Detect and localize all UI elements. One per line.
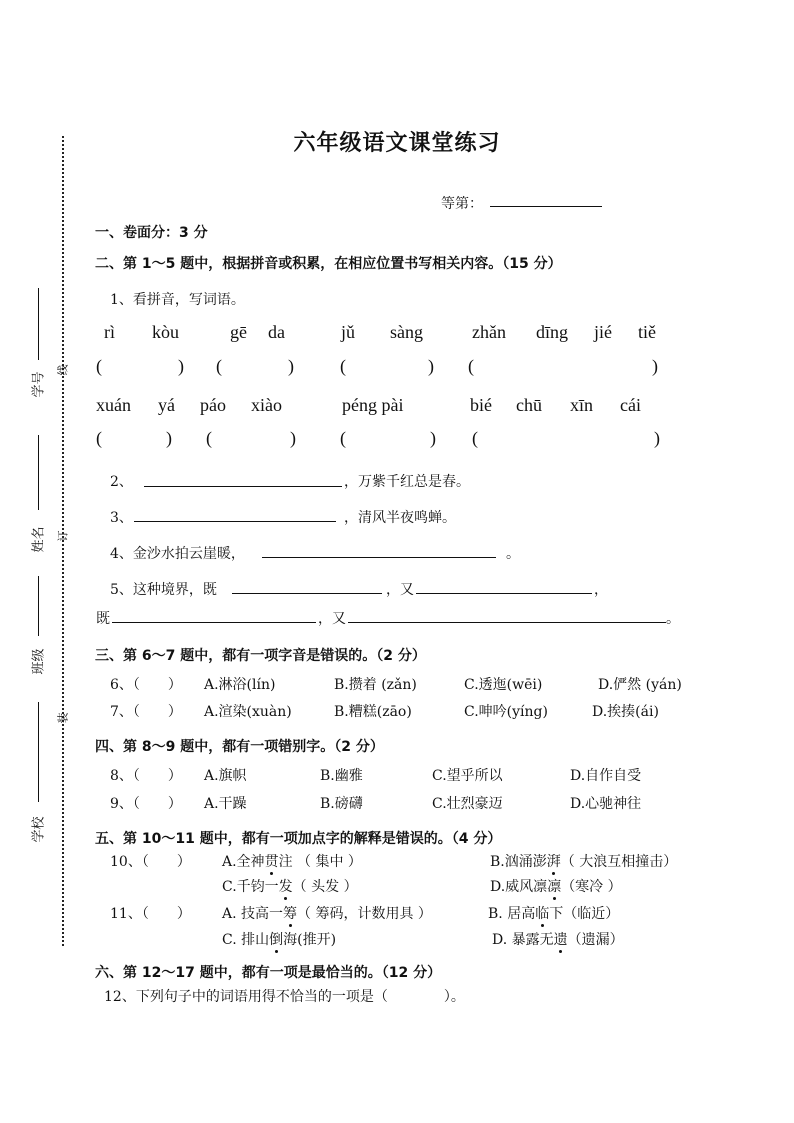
q8-option-b[interactable]: B.幽雅 <box>320 768 363 784</box>
option-text: 海(推开) <box>283 932 337 948</box>
q7-option-a[interactable]: A.渲染(xuàn) <box>204 704 292 720</box>
grade-label: 等第： <box>441 196 483 212</box>
q2-text: ，万紫千红总是春。 <box>344 474 470 490</box>
q8-option-d[interactable]: D.自作自受 <box>570 768 642 784</box>
answer-paren-open: ( <box>206 428 212 448</box>
q10-number: 10、（ ） <box>110 854 191 870</box>
answer-paren-open: ( <box>340 428 346 448</box>
zhuang-mark: 装 <box>56 712 70 724</box>
answer-paren-close: ) <box>654 428 660 448</box>
pinyin: xiào <box>251 395 282 415</box>
answer-paren-close: ) <box>166 428 172 448</box>
pinyin: gē <box>230 322 247 342</box>
answer-paren-close: ) <box>428 356 434 376</box>
option-text: D.威风凛 <box>490 879 548 895</box>
q5-text: 5、这种境界，既 <box>110 582 217 598</box>
option-text: （遗漏） <box>567 932 624 948</box>
dotted-char: 筹 <box>283 906 298 922</box>
answer-paren-open: ( <box>96 428 102 448</box>
q7-option-d[interactable]: D.挨揍(ái) <box>592 704 659 720</box>
pinyin: péng pài <box>342 395 404 415</box>
option-text: 注 （ 集中 ） <box>278 854 362 870</box>
pinyin: kòu <box>152 322 179 342</box>
answer-paren-close: ) <box>178 356 184 376</box>
pinyin: bié <box>470 395 492 415</box>
q5-blank-4[interactable] <box>348 622 666 623</box>
option-text: D. 暴露无 <box>492 932 554 948</box>
q5-end: 。 <box>666 611 680 627</box>
dotted-char: 遗 <box>553 932 568 948</box>
number-underline[interactable] <box>38 288 39 360</box>
option-text: （ 头发 ） <box>292 879 358 895</box>
pinyin: cái <box>620 395 641 415</box>
q5-you: ，又 <box>386 582 414 598</box>
section-4-heading: 四、第 8～9 题中，都有一项错别字。（2 分） <box>95 739 384 755</box>
q4-end: 。 <box>506 546 520 562</box>
q8-number: 8、（ ） <box>110 768 182 784</box>
name-underline[interactable] <box>38 435 39 510</box>
q10-option-c[interactable] <box>222 876 358 896</box>
option-text: A. 技高一 <box>222 906 284 922</box>
pinyin: tiě <box>638 322 656 342</box>
q3-number: 3、 <box>110 510 133 526</box>
q7-option-b[interactable]: B.糟糕(zāo) <box>334 704 412 720</box>
pinyin: chū <box>516 395 542 415</box>
q9-option-a[interactable]: A.干躁 <box>204 796 247 812</box>
q3-text: ，清风半夜鸣蝉。 <box>344 510 456 526</box>
pinyin: yá <box>158 395 175 415</box>
option-text: B.汹涌澎 <box>490 854 547 870</box>
school-label: 学校 <box>31 816 47 843</box>
q5-comma: ， <box>594 582 608 598</box>
dotted-char: 贯 <box>264 854 279 870</box>
answer-paren-open: ( <box>216 356 222 376</box>
pinyin: jié <box>594 322 612 342</box>
section-6-heading: 六、第 12～17 题中，都有一项是最恰当的。（12 分） <box>95 965 442 981</box>
answer-paren-close: ) <box>430 428 436 448</box>
q8-option-a[interactable]: A.旗帜 <box>204 768 247 784</box>
q12-text: 12、下列句子中的词语用得不恰当的一项是（ ）。 <box>104 989 465 1005</box>
ding-mark: 订 <box>56 530 70 542</box>
q9-option-c[interactable]: C.壮烈豪迈 <box>432 796 503 812</box>
class-label: 班级 <box>31 648 47 675</box>
q9-number: 9、（ ） <box>110 796 182 812</box>
q2-number: 2、 <box>110 474 133 490</box>
q5-you2: ，又 <box>318 611 346 627</box>
q10-option-a[interactable] <box>222 851 362 871</box>
q7-number: 7、（ ） <box>110 704 182 720</box>
q3-blank[interactable] <box>134 521 336 522</box>
pinyin: da <box>268 322 285 342</box>
section-5-heading: 五、第 10～11 题中，都有一项加点字的解释是错误的。（4 分） <box>95 831 502 847</box>
line-mark: 线 <box>56 364 70 376</box>
q10-option-d[interactable] <box>490 876 622 896</box>
option-text: 下（临近） <box>549 906 620 922</box>
grade-blank[interactable] <box>490 206 602 207</box>
q5-ji: 既 <box>96 611 110 627</box>
answer-paren-close: ) <box>652 356 658 376</box>
q1-prompt: 1、看拼音，写词语。 <box>110 292 245 308</box>
dotted-char: 湃 <box>546 854 561 870</box>
section-2-heading: 二、第 1～5 题中，根据拼音或积累，在相应位置书写相关内容。（15 分） <box>95 256 562 272</box>
q11-option-b[interactable] <box>488 903 619 923</box>
q6-option-d[interactable]: D.俨然 (yán) <box>598 677 682 693</box>
q11-option-c[interactable] <box>222 929 336 949</box>
pinyin: xīn <box>570 395 594 415</box>
option-text: （ 筹码，计数用具 ） <box>297 906 432 922</box>
q5-blank-1[interactable] <box>232 593 382 594</box>
page-title: 六年级语文课堂练习 <box>293 131 501 156</box>
q6-option-c[interactable]: C.透迤(wēi) <box>464 677 543 693</box>
option-text: （ 大浪互相撞击） <box>560 854 678 870</box>
q6-option-a[interactable]: A.淋浴(lín) <box>204 677 276 693</box>
option-text: C.千钧一 <box>222 879 279 895</box>
pinyin: jǔ <box>341 322 356 342</box>
q8-option-c[interactable]: C.望乎所以 <box>432 768 503 784</box>
dotted-char: 发 <box>278 879 293 895</box>
q4-blank[interactable] <box>262 557 496 558</box>
q9-option-d[interactable]: D.心驰神往 <box>570 796 642 812</box>
school-underline[interactable] <box>38 702 39 802</box>
q6-number: 6、（ ） <box>110 677 182 693</box>
q5-blank-3[interactable] <box>112 622 316 623</box>
q5-blank-2[interactable] <box>416 593 592 594</box>
q11-option-d[interactable] <box>492 929 624 949</box>
q11-number: 11、（ ） <box>110 906 191 922</box>
option-text: （寒冷 ） <box>561 879 622 895</box>
answer-paren-open: ( <box>472 428 478 448</box>
option-text: B. 居高 <box>488 906 536 922</box>
dotted-char: 凛 <box>547 879 562 895</box>
class-underline[interactable] <box>38 576 39 636</box>
q2-blank[interactable] <box>144 486 342 487</box>
option-text: C. 排山 <box>222 932 270 948</box>
q11-option-a[interactable] <box>222 903 432 923</box>
q6-option-b[interactable]: B.攒着 (zǎn) <box>334 677 417 693</box>
answer-paren-open: ( <box>340 356 346 376</box>
pinyin: xuán <box>96 395 131 415</box>
answer-paren-close: ) <box>290 428 296 448</box>
q7-option-c[interactable]: C.呻吟(yíng) <box>464 704 548 720</box>
q9-option-b[interactable]: B.磅礴 <box>320 796 363 812</box>
q4-text: 4、金沙水拍云崖暖， <box>110 546 245 562</box>
pinyin: sàng <box>390 322 423 342</box>
name-label: 姓名 <box>31 526 47 553</box>
pinyin: zhǎn <box>472 322 506 342</box>
section-1-heading: 一、卷面分：3 分 <box>95 225 208 241</box>
pinyin: dīng <box>536 322 569 342</box>
pinyin: rì <box>104 322 115 342</box>
dotted-char: 倒 <box>269 932 284 948</box>
option-text: A.全神 <box>222 854 265 870</box>
dotted-char: 临 <box>535 906 550 922</box>
answer-paren-open: ( <box>96 356 102 376</box>
section-3-heading: 三、第 6～7 题中，都有一项字音是错误的。（2 分） <box>95 648 426 664</box>
q10-option-b[interactable] <box>490 851 677 871</box>
number-label: 学号 <box>31 371 47 398</box>
answer-paren-open: ( <box>468 356 474 376</box>
pinyin: páo <box>200 395 226 415</box>
answer-paren-close: ) <box>288 356 294 376</box>
